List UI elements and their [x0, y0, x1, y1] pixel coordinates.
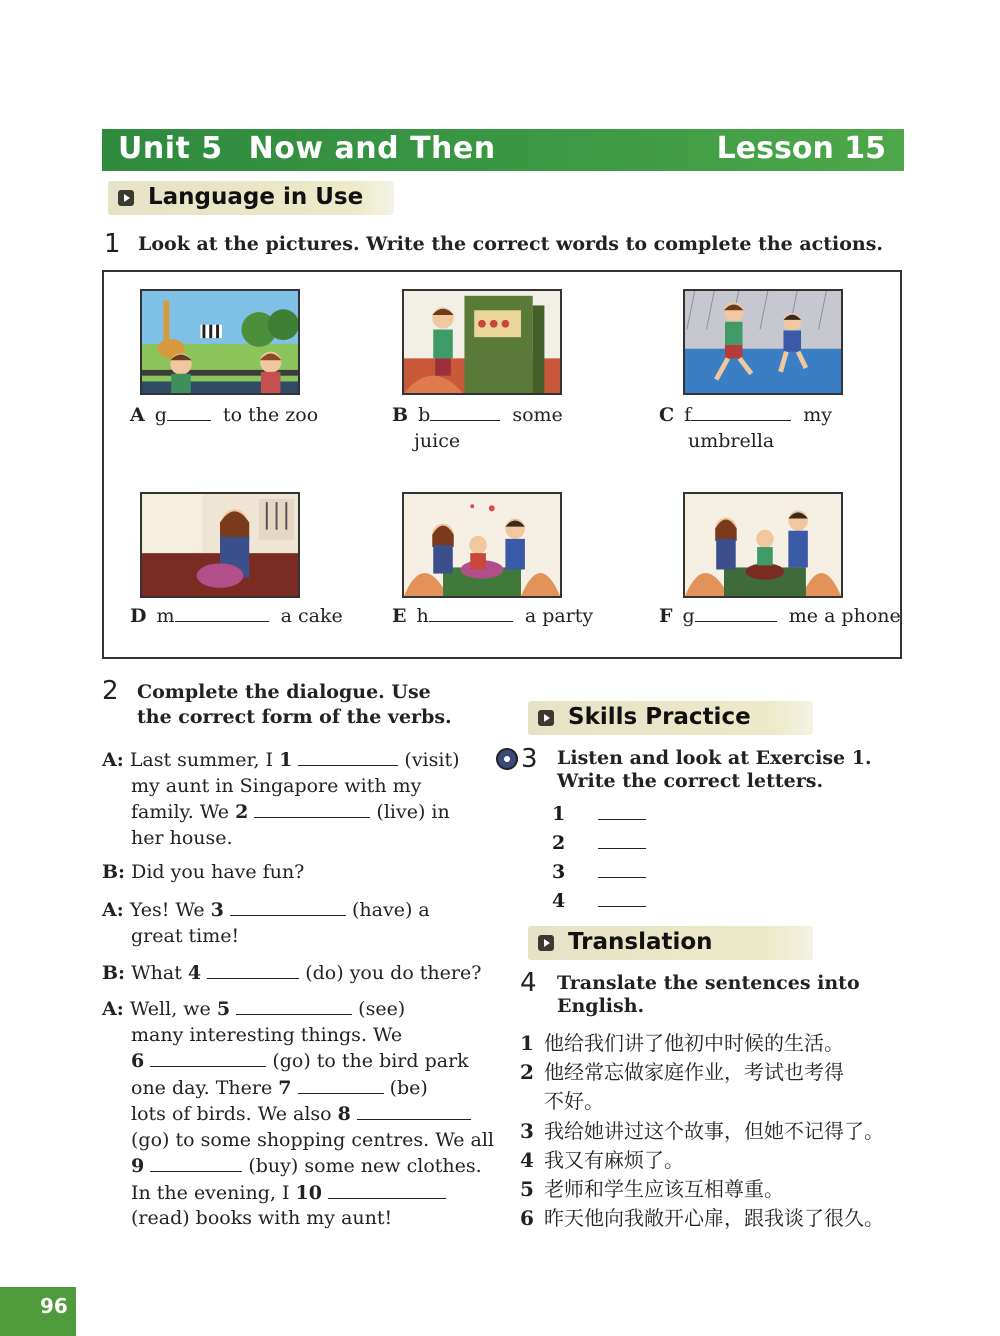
exercise-4-instruction: Translate the sentences into English.: [557, 972, 860, 1017]
dialogue-line-a2: A: Yes! We 3 (have) a great time!: [102, 899, 430, 947]
blank-10[interactable]: [328, 1180, 446, 1199]
picture-f-phone: [683, 492, 843, 598]
section-banner-skills: Skills Practice: [528, 701, 813, 735]
blank-2[interactable]: [254, 799, 370, 818]
blank-1[interactable]: [298, 747, 398, 766]
exercise-3-number: 3: [521, 744, 538, 774]
blank-8[interactable]: [357, 1101, 471, 1120]
page-number: 96: [40, 1294, 68, 1318]
play-icon: [538, 710, 554, 726]
exercise-2-number: 2: [102, 676, 119, 706]
section-banner-translation: Translation: [528, 926, 813, 960]
answer-blank-f[interactable]: [695, 603, 777, 622]
blank-9[interactable]: [150, 1153, 242, 1172]
dialogue-line-b1: B: Did you have fun?: [102, 861, 305, 883]
caption-f: F g me a phone: [659, 605, 901, 627]
exercise-1-number: 1: [104, 229, 121, 259]
dialogue-line-b2: B: What 4 (do) you do there?: [102, 962, 482, 984]
blank-7[interactable]: [298, 1075, 384, 1094]
blank-5[interactable]: [236, 996, 352, 1015]
listen-answer-2: 2: [552, 832, 565, 854]
lesson-title: Lesson 15: [716, 131, 886, 166]
unit-title: Unit 5 Now and Then: [118, 131, 496, 166]
answer-blank-e[interactable]: [429, 603, 513, 622]
picture-e-party: [402, 492, 562, 598]
exercise-3-instruction: Listen and look at Exercise 1. Write the correct letters.: [557, 747, 872, 792]
caption-e: E h a party: [392, 605, 594, 627]
answer-blank-d[interactable]: [175, 603, 269, 622]
blank-6[interactable]: [150, 1048, 266, 1067]
translation-item-3: 3 我给她讲过这个故事，但她不记得了。: [520, 1119, 884, 1143]
listen-blank-1[interactable]: [598, 819, 646, 820]
listen-blank-3[interactable]: [598, 877, 646, 878]
listen-answer-3: 3: [552, 861, 565, 883]
picture-a-zoo: [140, 289, 300, 395]
caption-d: D m a cake: [130, 605, 343, 627]
listen-blank-2[interactable]: [598, 848, 646, 849]
translation-item-6: 6 昨天他向我敞开心扉，跟我谈了很久。: [520, 1206, 884, 1230]
listen-answer-4: 4: [552, 890, 565, 912]
page-number-tab: [0, 1287, 76, 1336]
section-banner-language: Language in Use: [108, 181, 394, 215]
exercise-1-instruction: Look at the pictures. Write the correct words to complete the actions.: [138, 233, 884, 255]
translation-item-1: 1 他给我们讲了他初中时候的生活。: [520, 1031, 844, 1055]
answer-blank-c[interactable]: [691, 402, 791, 421]
exercise-4-number: 4: [520, 968, 537, 998]
picture-d-cake: [140, 492, 300, 598]
listen-answer-1: 1: [552, 803, 565, 825]
picture-c-rain: [683, 289, 843, 395]
caption-a: A g to the zoo: [130, 404, 319, 426]
play-icon: [118, 190, 134, 206]
dialogue-line-a1: A: Last summer, I 1 (visit) my aunt in Singapore with my family. We 2 (live) in her house.: [102, 749, 460, 849]
picture-b-juice: [402, 289, 562, 395]
answer-blank-a[interactable]: [167, 402, 211, 421]
blank-4[interactable]: [207, 960, 299, 979]
blank-3[interactable]: [230, 897, 346, 916]
translation-item-4: 4 我又有麻烦了。: [520, 1148, 684, 1172]
listen-blank-4[interactable]: [598, 906, 646, 907]
caption-c: C f my umbrella: [659, 404, 833, 452]
translation-item-5: 5 老师和学生应该互相尊重。: [520, 1177, 784, 1201]
caption-b: B b some juice: [392, 404, 563, 452]
answer-blank-b[interactable]: [430, 402, 500, 421]
dialogue-line-a3: A: Well, we 5 (see) many interesting things. We 6 (go) to the bird park one day. There 7 (be) lots of birds. We also 8 (go) to some shopping centres. We all 9 (buy) some new clothes. In the evening, I 10 (read) books with my aunt!: [102, 998, 494, 1229]
exercise-2-instruction: Complete the dialogue. Use the correct form of the verbs.: [137, 681, 452, 728]
play-icon: [538, 935, 554, 951]
translation-item-2: 2 他经常忘做家庭作业，考试也考得 不好。: [520, 1060, 844, 1113]
audio-cd-icon[interactable]: [496, 748, 518, 770]
